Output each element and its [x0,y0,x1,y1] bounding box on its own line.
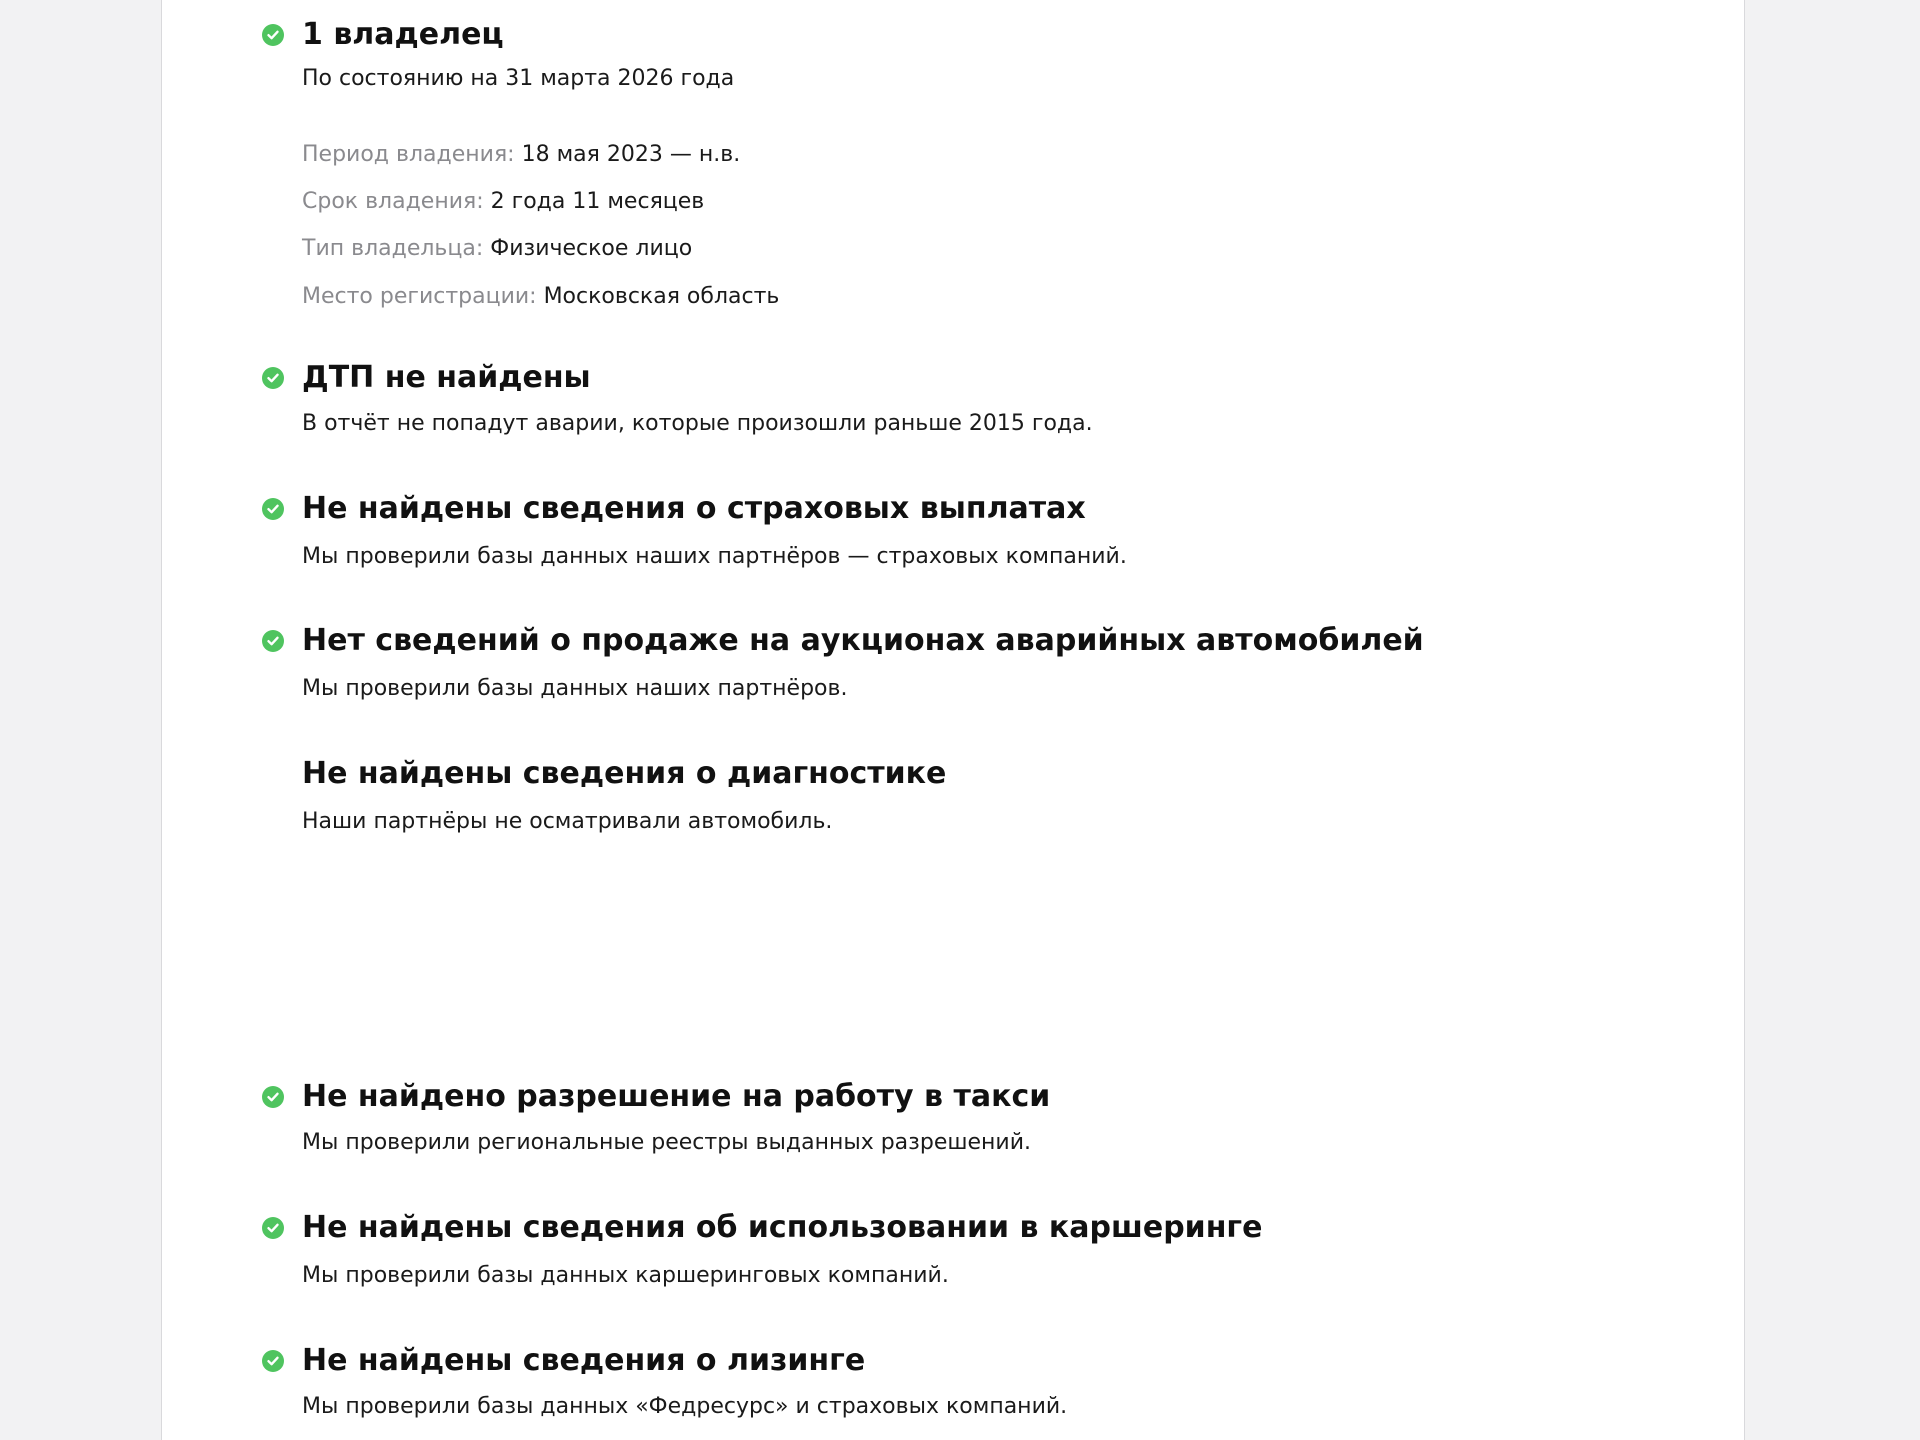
leasing-desc: Мы проверили базы данных «Федресурс» и страховых компаний. [302,1394,1068,1419]
detail-value: 2 года 11 месяцев [490,189,705,214]
owner-type [302,234,692,264]
check-circle-icon [262,630,284,652]
owners-title: 1 владелец [302,17,504,52]
detail-value: Московская область [543,284,780,309]
check-circle-icon [262,498,284,520]
taxi-desc: Мы проверили региональные реестры выданных разрешений. [302,1130,1031,1155]
diagnostics-desc: Наши партнёры не осматривали автомобиль. [302,809,833,834]
detail-label: Тип владельца: [302,236,484,261]
diagnostics-title: Не найдены сведения о диагностике [302,756,947,791]
ownership-period [302,140,740,170]
insurance-payouts-desc: Мы проверили базы данных наших партнёров — страховых компаний. [302,544,1127,569]
check-circle-icon [262,1086,284,1108]
salvage-auctions-desc: Мы проверили базы данных наших партнёров. [302,676,848,701]
report-card [161,0,1745,1440]
check-circle-icon [262,367,284,389]
carsharing-title: Не найдены сведения об использовании в каршеринге [302,1210,1263,1245]
accidents-desc: В отчёт не попадут аварии, которые произошли раньше 2015 года. [302,411,1093,436]
check-circle-icon [262,1350,284,1372]
leasing-title: Не найдены сведения о лизинге [302,1343,866,1378]
detail-label: Период владения: [302,142,515,167]
registration-place [302,282,779,312]
taxi-title: Не найдено разрешение на работу в такси [302,1079,1051,1114]
detail-label: Срок владения: [302,189,484,214]
accidents-title: ДТП не найдены [302,360,591,395]
detail-value: Физическое лицо [490,236,693,261]
detail-label: Место регистрации: [302,284,537,309]
salvage-auctions-title: Нет сведений о продаже на аукционах аварийных автомобилей [302,623,1424,658]
insurance-payouts-title: Не найдены сведения о страховых выплатах [302,491,1086,526]
carsharing-desc: Мы проверили базы данных каршеринговых компаний. [302,1263,949,1288]
check-circle-icon [262,1217,284,1239]
owners-as-of: По состоянию на 31 марта 2026 года [302,66,735,91]
detail-value: 18 мая 2023 — н.в. [521,142,741,167]
check-circle-icon [262,24,284,46]
ownership-duration [302,187,704,217]
